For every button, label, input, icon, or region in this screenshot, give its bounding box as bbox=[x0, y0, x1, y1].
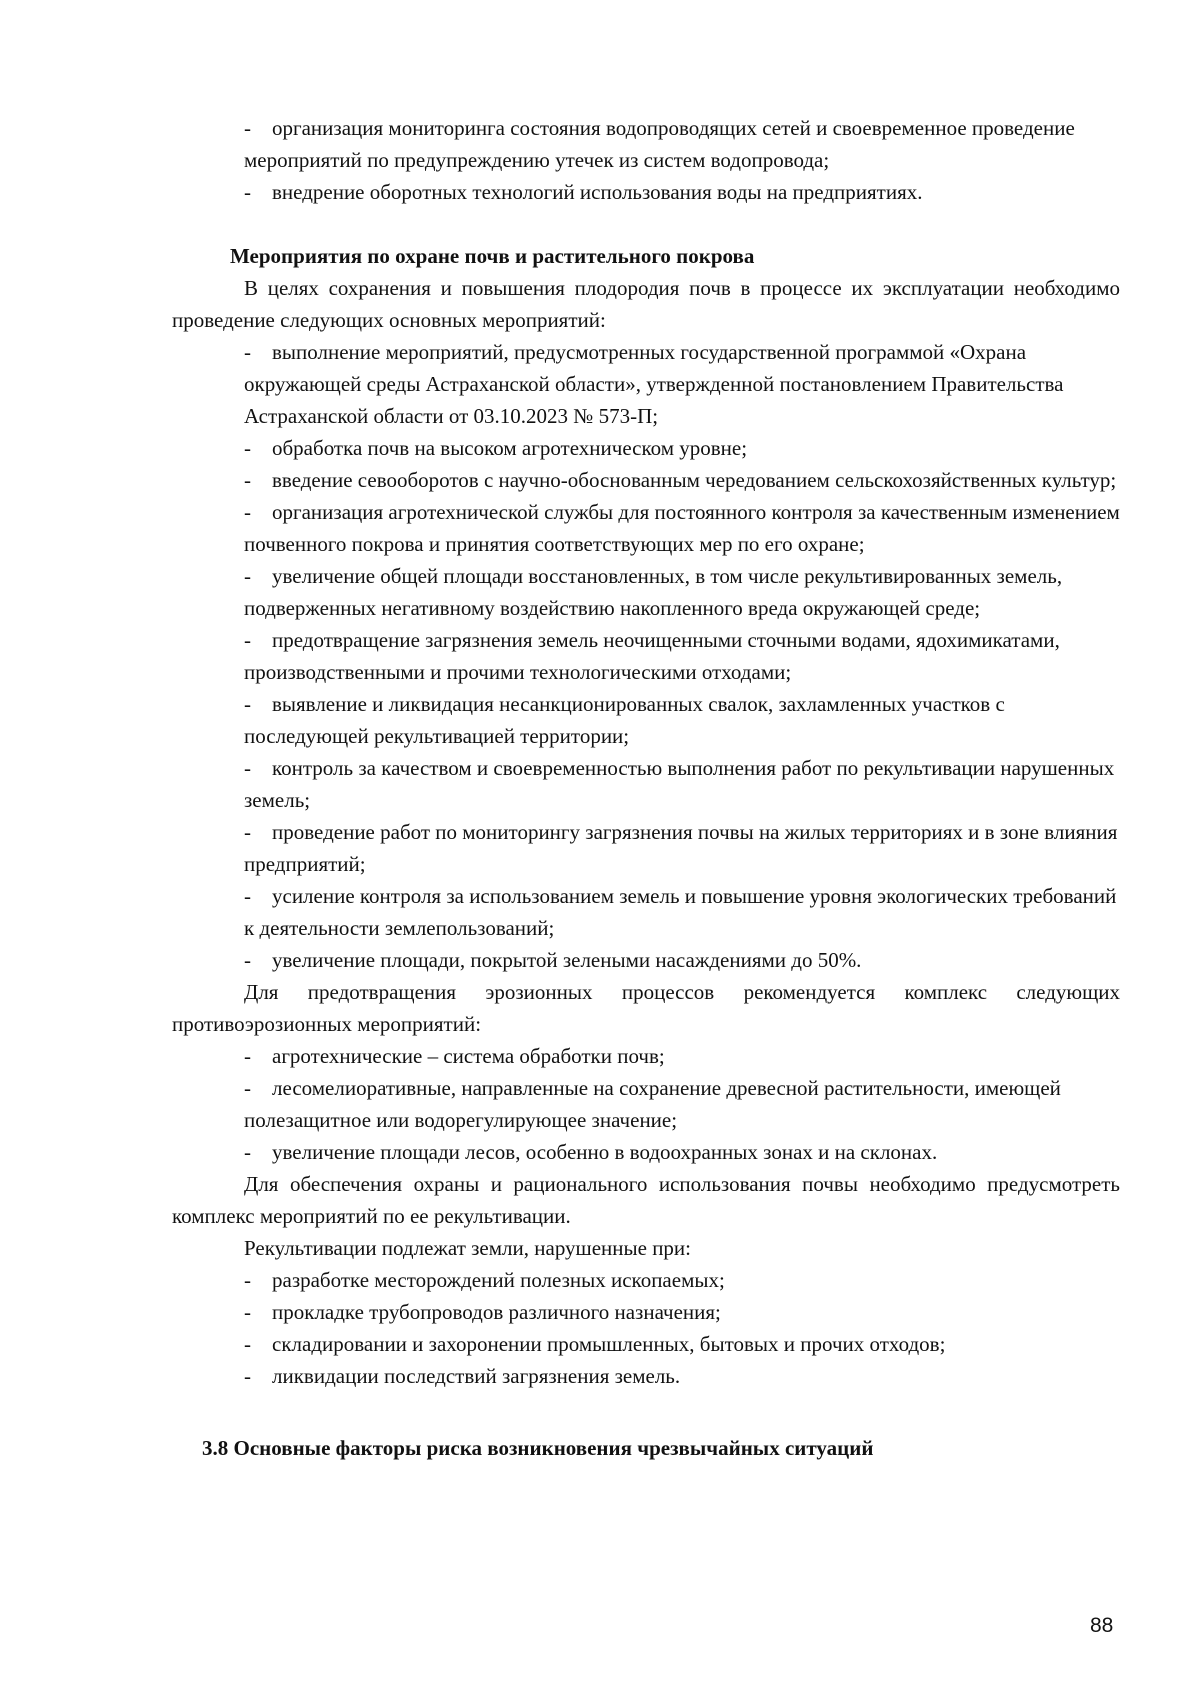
list-item-text: складировании и захоронении промышленных, бытовых и прочих отходов; bbox=[272, 1332, 946, 1356]
list-item bbox=[172, 1072, 1120, 1136]
page-number: 88 bbox=[1090, 1614, 1114, 1637]
list-item-text: выполнение мероприятий, предусмотренных государственной программой «Охрана окружающей среды Астраханской области», утвержденной постановлением Правительства Астраханской области от 03.10.2023 № 573-П; bbox=[244, 340, 1064, 428]
dash-marker: - bbox=[244, 1076, 251, 1100]
list-item-text: внедрение оборотных технологий использования воды на предприятиях. bbox=[272, 180, 923, 204]
list-item bbox=[172, 1328, 1120, 1360]
list-item-text: выявление и ликвидация несанкционированных свалок, захламленных участков с последующей рекультивацией территории; bbox=[244, 692, 1005, 748]
dash-marker: - bbox=[244, 1300, 251, 1324]
list-item bbox=[172, 880, 1120, 944]
dash-marker: - bbox=[244, 628, 251, 652]
list-item-text: ликвидации последствий загрязнения земель. bbox=[272, 1364, 681, 1388]
dash-marker: - bbox=[244, 1140, 251, 1164]
list-item bbox=[172, 752, 1120, 816]
list-item-text: лесомелиоративные, направленные на сохранение древесной растительности, имеющей полезащитное или водорегулирующее значение; bbox=[244, 1076, 1061, 1132]
list-item bbox=[172, 336, 1120, 432]
subsection-heading: Мероприятия по охране почв и растительного покрова bbox=[230, 244, 755, 268]
list-item-text: усиление контроля за использованием земель и повышение уровня экологических требований к деятельности землепользований; bbox=[244, 884, 1117, 940]
list-item bbox=[172, 560, 1120, 624]
list-item bbox=[172, 112, 1120, 176]
list-item bbox=[172, 1136, 1120, 1168]
dash-marker: - bbox=[244, 564, 251, 588]
section-heading: 3.8 Основные факторы риска возникновения чрезвычайных ситуаций bbox=[202, 1436, 874, 1460]
dash-marker: - bbox=[244, 1364, 251, 1388]
dash-marker: - bbox=[244, 1268, 251, 1292]
list-item bbox=[172, 624, 1120, 688]
dash-marker: - bbox=[244, 884, 251, 908]
list-item-text: контроль за качеством и своевременностью выполнения работ по рекультивации нарушенных земель; bbox=[244, 756, 1115, 812]
list-item-text: агротехнические – система обработки почв; bbox=[272, 1044, 665, 1068]
dash-marker: - bbox=[244, 500, 251, 524]
dash-marker: - bbox=[244, 1044, 251, 1068]
list-item-text: увеличение площади лесов, особенно в водоохранных зонах и на склонах. bbox=[272, 1140, 938, 1164]
dash-marker: - bbox=[244, 1332, 251, 1356]
paragraph: В целях сохранения и повышения плодородия почв в процессе их эксплуатации необходимо проведение следующих основных мероприятий: bbox=[172, 276, 1120, 332]
dash-marker: - bbox=[244, 756, 251, 780]
dash-marker: - bbox=[244, 948, 251, 972]
list-item-text: предотвращение загрязнения земель неочищенными сточными водами, ядохимикатами, производственными и прочими технологическими отходами; bbox=[244, 628, 1060, 684]
page-body bbox=[172, 112, 1120, 1464]
dash-marker: - bbox=[244, 180, 251, 204]
list-item bbox=[172, 1264, 1120, 1296]
paragraph: Рекультивации подлежат земли, нарушенные при: bbox=[244, 1236, 691, 1260]
list-item-text: прокладке трубопроводов различного назначения; bbox=[272, 1300, 721, 1324]
list-item bbox=[172, 816, 1120, 880]
list-item-text: организация агротехнической службы для постоянного контроля за качественным изменением почвенного покрова и принятия соответствующих мер по его охране; bbox=[244, 500, 1120, 556]
list-item bbox=[172, 944, 1120, 976]
list-item-text: проведение работ по мониторингу загрязнения почвы на жилых территориях и в зоне влияния предприятий; bbox=[244, 820, 1118, 876]
list-item bbox=[172, 1360, 1120, 1392]
list-item-text: организация мониторинга состояния водопроводящих сетей и своевременное проведение мероприятий по предупреждению утечек из систем водопровода; bbox=[244, 116, 1075, 172]
paragraph: Для предотвращения эрозионных процессов рекомендуется комплекс следующих противоэрозионных мероприятий: bbox=[172, 980, 1120, 1036]
dash-marker: - bbox=[244, 692, 251, 716]
list-item bbox=[172, 1296, 1120, 1328]
list-item-text: увеличение площади, покрытой зелеными насаждениями до 50%. bbox=[272, 948, 862, 972]
dash-marker: - bbox=[244, 116, 251, 140]
dash-marker: - bbox=[244, 340, 251, 364]
list-item bbox=[172, 176, 1120, 208]
dash-marker: - bbox=[244, 820, 251, 844]
list-item bbox=[172, 1040, 1120, 1072]
list-item-text: увеличение общей площади восстановленных, в том числе рекультивированных земель, подверженных негативному воздействию накопленного вреда окружающей среде; bbox=[244, 564, 1063, 620]
list-item bbox=[172, 688, 1120, 752]
list-item bbox=[172, 464, 1120, 496]
paragraph: Для обеспечения охраны и рационального использования почвы необходимо предусмотреть комплекс мероприятий по ее рекультивации. bbox=[172, 1172, 1120, 1228]
list-item bbox=[172, 432, 1120, 464]
dash-marker: - bbox=[244, 436, 251, 460]
list-item-text: обработка почв на высоком агротехническом уровне; bbox=[272, 436, 748, 460]
list-item-text: разработке месторождений полезных ископаемых; bbox=[272, 1268, 725, 1292]
list-item bbox=[172, 496, 1120, 560]
list-item-text: введение севооборотов с научно-обоснованным чередованием сельскохозяйственных культур; bbox=[272, 468, 1117, 492]
dash-marker: - bbox=[244, 468, 251, 492]
